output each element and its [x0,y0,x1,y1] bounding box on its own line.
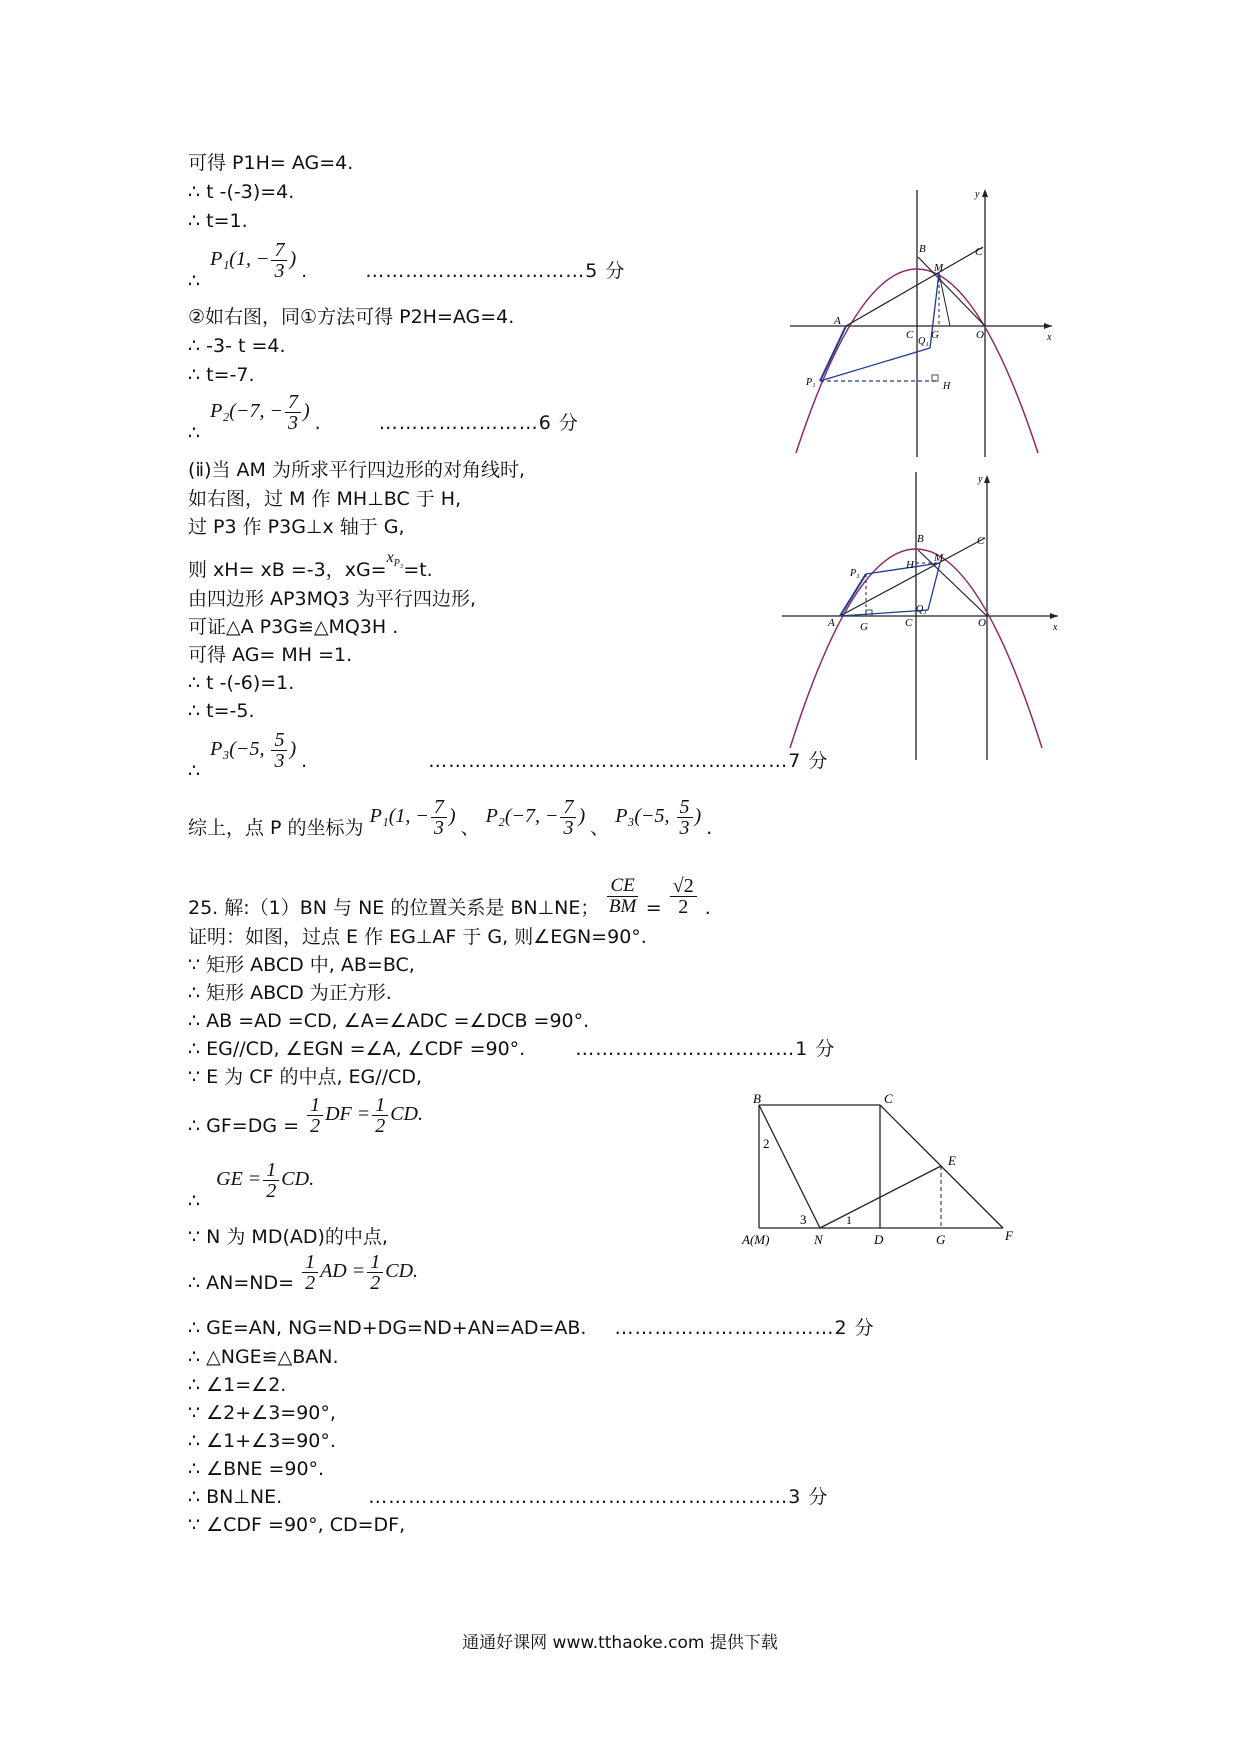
text-line-score3 [188,1485,828,1509]
label: C [906,329,914,341]
score-7: ………………………………………………7 分 [428,750,829,773]
equals: = [645,897,662,919]
label: 3 [800,1212,807,1227]
ge-an-text: ∴ GE=AN, NG=ND+DG=ND+AN=AD=AB. [188,1317,587,1339]
separator: 、 [590,817,610,840]
label: O [976,329,984,341]
text-line-p3 [188,729,829,783]
therefore-symbol: ∴ [188,422,201,445]
half-num: 1 [372,1095,388,1116]
ratio-end: . [704,897,711,919]
label: P₃ [850,568,860,579]
label: G [931,329,939,341]
text-line: ∴ ∠BNE =90°. [188,1458,325,1480]
text-line: 可证△A P3G≌△MQ3H . [188,616,399,638]
figure-parabola-2 [780,470,1070,760]
ge-line [188,1159,315,1213]
label: x [1053,622,1058,633]
label: C [975,246,983,258]
p2-suffix: ) [302,400,310,423]
p1-suffix: ) [289,248,297,271]
figure-square [740,1090,1020,1250]
text-line: 由四边形 AP3MQ3 为平行四边形, [188,588,477,610]
text-line: ∵ N 为 MD(AD)的中点, [188,1226,388,1248]
egcd-text: ∴ EG//CD, ∠EGN =∠A, ∠CDF =90°. [188,1038,526,1060]
summary-end: . [706,817,713,840]
half-num: 1 [307,1095,323,1116]
half-den: 2 [310,1115,321,1137]
label: 1 [846,1213,852,1227]
sum-p2-suffix: ) [578,805,586,828]
label: A(M) [742,1232,770,1247]
text-line: ∴ t=1. [188,210,248,232]
gf-dg-line [188,1095,423,1136]
half-den: 2 [375,1115,386,1137]
label: G [936,1232,946,1247]
text-line-p2 [188,391,579,445]
label: A [834,315,841,327]
text-line: (ⅱ)当 AM 为所求平行四边形的对角线时, [188,459,526,481]
sqrt2-num: √2 [670,876,697,897]
p3-suffix: ) [289,738,297,761]
an-nd-text: ∴ AN=ND= [188,1272,295,1295]
xp3-sub: P₃ [393,558,404,570]
therefore-symbol: ∴ [188,1190,201,1213]
p1-prefix: P₁(1, − [210,248,270,271]
label: Q₃ [916,604,927,615]
an-nd-line [188,1252,418,1293]
figure-parabola-1 [780,185,1060,460]
text-line-p1 [188,239,626,293]
text-line: ∵ ∠2+∠3=90°, [188,1402,336,1424]
two-den: 2 [678,896,689,918]
text-line: 可得 P1H= AG=4. [188,152,354,174]
sum-p3-den: 3 [679,817,690,839]
text-line: 证明：如图，过点 E 作 EG⊥AF 于 G, 则∠EGN=90°. [188,926,647,948]
text-line: 可得 AG= MH =1. [188,644,353,666]
p2-prefix: P₂(−7, − [210,400,283,423]
bn-ne-text: ∴ BN⊥NE. [188,1486,283,1508]
text-line: ∴ t=-5. [188,700,255,722]
sum-p1-den: 3 [433,817,444,839]
sum-p1-prefix: P₁(1, − [369,805,429,828]
text-line: 如右图，过 M 作 MH⊥BC 于 H, [188,488,462,510]
text-line: ∵ 矩形 ABCD 中, AB=BC, [188,954,415,976]
half-den: 2 [370,1272,381,1294]
p2-end: . [314,412,321,435]
cd-text: CD. [281,1168,315,1191]
label: C [905,617,913,629]
text-line: ②如右图，同①方法可得 P2H=AG=4. [188,306,515,328]
label: x [1047,332,1052,343]
label: Q₁ [918,336,929,347]
label: H [943,381,951,392]
label: B [917,533,924,545]
p3-den: 3 [274,750,285,772]
label: B [919,243,926,255]
label: M [934,262,944,274]
label: C [977,535,985,547]
xh-xg-text: 则 xH= xB =-3，xG= [188,559,387,581]
label: H [906,559,914,571]
sum-p3-num: 5 [677,797,693,818]
p1-num: 7 [271,240,287,261]
xg-end: =t. [403,559,433,581]
p3-prefix: P₃(−5, [210,738,270,761]
label: y [975,189,980,200]
sum-p3-prefix: P₃(−5, [615,805,675,828]
text-line: ∵ ∠CDF =90°, CD=DF, [188,1514,406,1536]
text-line-xg [188,549,433,590]
label: A [828,617,835,629]
label: F [1005,1228,1013,1243]
text-line: ∵ E 为 CF 的中点, EG//CD, [188,1066,422,1088]
label: D [874,1232,884,1247]
label: C [884,1091,893,1106]
p2-num: 7 [285,392,301,413]
text-line: ∴ t -(-6)=1. [188,672,295,694]
text-line: ∴ △NGE≌△BAN. [188,1346,339,1368]
text-line: ∴ AB =AD =CD, ∠A=∠ADC =∠DCB =90°. [188,1010,590,1032]
text-line: ∴ t -(-3)=4. [188,181,295,203]
label: E [948,1153,956,1168]
df-text: DF = [325,1103,371,1126]
sum-p3-suffix: ) [694,805,702,828]
text-line: ∴ ∠1=∠2. [188,1374,287,1396]
text-line-score1 [188,1037,835,1061]
sum-p2-num: 7 [560,797,576,818]
p3-end: . [301,750,308,773]
label: y [978,474,983,485]
half-num: 1 [302,1252,318,1273]
label: M [934,552,944,564]
label: N [814,1232,823,1247]
text-line: ∴ t=-7. [188,364,255,386]
score-3: ………………………………………………………3 分 [368,1486,829,1508]
cd-text: CD. [390,1103,424,1126]
summary-line [188,797,712,838]
bm-den: BM [608,896,637,917]
ad-text: AD = [320,1260,366,1283]
half-num: 1 [367,1252,383,1273]
p3-num: 5 [271,730,287,751]
text-line: ∴ ∠1+∠3=90°. [188,1430,336,1452]
cd-text: CD. [385,1260,419,1283]
sum-p2-den: 3 [563,817,574,839]
sum-p2-prefix: P₂(−7, − [485,805,559,828]
label: G [860,621,868,633]
score-1: ……………………………1 分 [575,1038,836,1060]
half-den: 2 [305,1272,316,1294]
ge-text: GE = [216,1168,262,1191]
ce-num: CE [607,876,637,897]
therefore-symbol: ∴ [188,270,201,293]
text-line: ∴ 矩形 ABCD 为正方形. [188,982,392,1004]
problem-25-answer: 25. 解:（1）BN 与 NE 的位置关系是 BN⊥NE； [188,897,600,919]
text-line-score2 [188,1316,875,1340]
score-2: ……………………………2 分 [614,1317,875,1339]
score-6: ……………………6 分 [378,412,579,435]
sum-p1-num: 7 [431,797,447,818]
score-5: ……………………………5 分 [365,260,626,283]
label: B [753,1091,761,1106]
problem-25-line [188,876,711,917]
p1-den: 3 [274,260,285,282]
sum-p1-suffix: ) [448,805,456,828]
label: P₁ [806,377,816,388]
xp3-x: x [386,549,394,566]
p2-den: 3 [287,412,298,434]
half-den: 2 [266,1180,277,1202]
label: O [978,617,986,629]
summary-label: 综上，点 P 的坐标为 [188,817,364,840]
half-num: 1 [263,1160,279,1181]
label: 2 [763,1136,770,1151]
therefore-symbol: ∴ [188,760,201,783]
separator: 、 [460,817,480,840]
text-line: ∴ -3- t =4. [188,335,286,357]
footer-credit: 通通好课网 www.tthaoke.com 提供下载 [462,1633,778,1653]
text-line: 过 P3 作 P3G⊥x 轴于 G, [188,516,405,538]
p1-end: . [301,260,308,283]
gf-dg-text: ∴ GF=DG = [188,1115,300,1138]
